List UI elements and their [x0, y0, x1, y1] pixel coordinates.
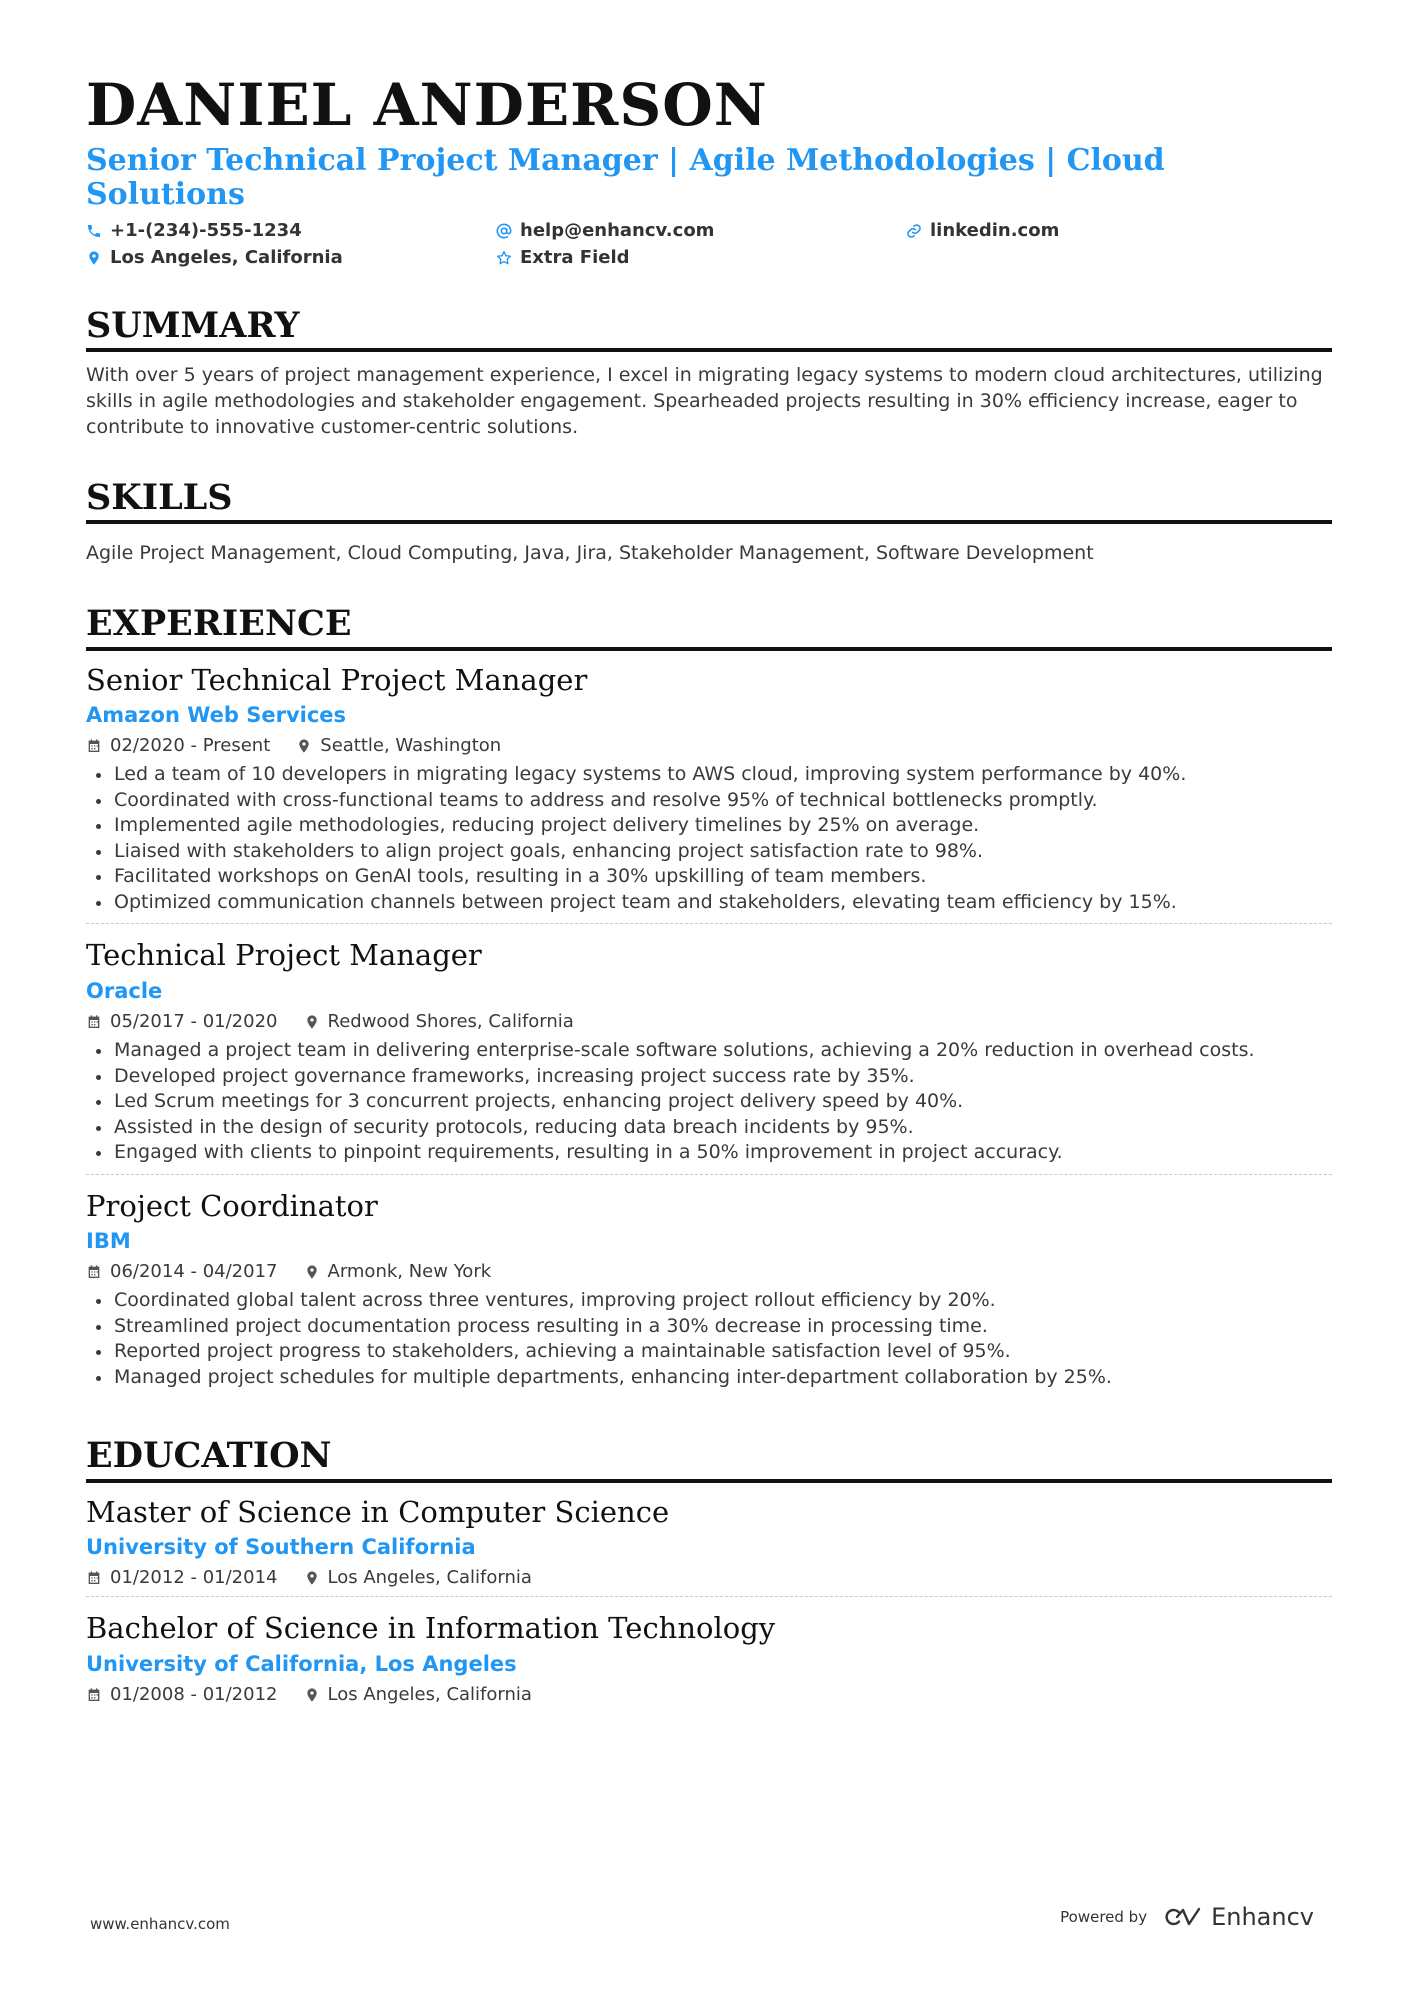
calendar-icon [86, 738, 102, 754]
education-location [304, 1684, 532, 1705]
email-text: help@enhancv.com [520, 220, 715, 242]
location-pin-icon [304, 1570, 320, 1586]
bullet-item: Liaised with stakeholders to align project goals, enhancing project satisfaction rate to 98%. [86, 839, 1332, 865]
experience-section [86, 604, 1332, 1398]
job-dates [86, 1261, 278, 1282]
job-meta [86, 735, 1332, 756]
summary-text: With over 5 years of project management experience, I excel in migrating legacy systems to modern cloud architectures, utilizing skills in agile methodologies and stakeholder engagement. Spearheaded projects resulting in 30% efficiency increase, eager to contribute to innovative customer-centric solutions. [86, 364, 1323, 439]
summary-heading: SUMMARY [86, 306, 1332, 352]
bullet-item: Managed project schedules for multiple departments, enhancing inter-department collaboration by 25%. [86, 1365, 1332, 1391]
school-name: University of Southern California [86, 1535, 476, 1560]
education-entry [86, 1483, 1332, 1597]
contact-linkedin[interactable] [906, 221, 1332, 241]
enhancv-brand[interactable] [1163, 1903, 1314, 1931]
resume-page [86, 71, 1332, 1713]
resume-header [86, 71, 1332, 269]
job-location [304, 1011, 574, 1032]
bullet-item: Developed project governance frameworks, increasing project success rate by 35%. [86, 1064, 1332, 1090]
experience-entry [86, 923, 1332, 1173]
location-text: Los Angeles, California [110, 247, 343, 269]
company-name: Amazon Web Services [86, 703, 347, 728]
job-dates-text: 06/2014 - 04/2017 [110, 1261, 278, 1283]
education-location [304, 1567, 532, 1588]
company-name: IBM [86, 1229, 131, 1254]
job-location-text: Redwood Shores, California [327, 1011, 574, 1033]
bullet-item: Optimized communication channels between project team and stakeholders, elevating team efficiency by 15%. [86, 890, 1332, 916]
calendar-icon [86, 1570, 102, 1586]
link-icon [906, 223, 922, 239]
bullet-item: Implemented agile methodologies, reducing project delivery timelines by 25% on average. [86, 813, 1332, 839]
education-section [86, 1436, 1332, 1713]
experience-entry [86, 1174, 1332, 1399]
bullet-item: Reported project progress to stakeholders, achieving a maintainable satisfaction level of 95%. [86, 1339, 1332, 1365]
at-icon [496, 223, 512, 239]
location-pin-icon [304, 1687, 320, 1703]
contact-extra [496, 248, 906, 268]
degree-title: Master of Science in Computer Science [86, 1494, 670, 1529]
education-meta [86, 1684, 1332, 1705]
job-meta [86, 1011, 1332, 1032]
job-title: Technical Project Manager [86, 938, 482, 973]
job-bullets [86, 1038, 1332, 1166]
job-bullets [86, 762, 1332, 915]
location-pin-icon [304, 1014, 320, 1030]
contact-phone[interactable] [86, 221, 496, 241]
job-title: Project Coordinator [86, 1188, 378, 1223]
bullet-item: Streamlined project documentation process resulting in a 30% decrease in processing time. [86, 1314, 1332, 1340]
bullet-item: Facilitated workshops on GenAI tools, resulting in a 30% upskilling of team members. [86, 864, 1332, 890]
bullet-item: Assisted in the design of security protocols, reducing data breach incidents by 95%. [86, 1115, 1332, 1141]
education-meta [86, 1567, 1332, 1588]
job-dates [86, 1011, 278, 1032]
calendar-icon [86, 1687, 102, 1703]
skills-text: Agile Project Management, Cloud Computing, Java, Jira, Stakeholder Management, Software Development [86, 542, 1094, 565]
education-dates-text: 01/2012 - 01/2014 [110, 1567, 278, 1589]
bullet-item: Led a team of 10 developers in migrating legacy systems to AWS cloud, improving system performance by 40%. [86, 762, 1332, 788]
job-dates-text: 02/2020 - Present [110, 735, 271, 757]
experience-heading: EXPERIENCE [86, 604, 1332, 650]
contact-location [86, 248, 496, 268]
summary-section [86, 306, 1332, 440]
phone-icon [86, 223, 102, 239]
education-heading: EDUCATION [86, 1436, 1332, 1482]
education-entry [86, 1596, 1332, 1713]
location-pin-icon [304, 1264, 320, 1280]
degree-title: Bachelor of Science in Information Technology [86, 1611, 776, 1646]
job-bullets [86, 1288, 1332, 1390]
bullet-item: Led Scrum meetings for 3 concurrent projects, enhancing project delivery speed by 40%. [86, 1089, 1332, 1115]
candidate-tagline: Senior Technical Project Manager | Agile Methodologies | Cloud Solutions [86, 142, 1165, 213]
contact-email[interactable] [496, 221, 906, 241]
job-location [304, 1261, 492, 1282]
job-location-text: Armonk, New York [327, 1261, 492, 1283]
education-dates [86, 1567, 278, 1588]
job-title: Senior Technical Project Manager [86, 662, 588, 697]
bullet-item: Coordinated global talent across three ventures, improving project rollout efficiency by 20%. [86, 1288, 1332, 1314]
location-pin-icon [86, 250, 102, 266]
enhancv-brand-text: Enhancv [1211, 1903, 1314, 1931]
bullet-item: Coordinated with cross-functional teams to address and resolve 95% of technical bottlenecks promptly. [86, 788, 1332, 814]
job-dates [86, 735, 270, 756]
footer-website[interactable]: www.enhancv.com [90, 1915, 230, 1933]
linkedin-text: linkedin.com [930, 220, 1060, 242]
calendar-icon [86, 1014, 102, 1030]
calendar-icon [86, 1264, 102, 1280]
education-dates-text: 01/2008 - 01/2012 [110, 1684, 278, 1706]
skills-heading: SKILLS [86, 478, 1332, 524]
contact-list [86, 221, 1332, 268]
extra-field-text: Extra Field [520, 247, 630, 269]
job-meta [86, 1261, 1332, 1282]
phone-text: +1-(234)-555-1234 [110, 220, 302, 242]
bullet-item: Engaged with clients to pinpoint requirements, resulting in a 50% improvement in project accuracy. [86, 1140, 1332, 1166]
job-dates-text: 05/2017 - 01/2020 [110, 1011, 278, 1033]
skills-section [86, 478, 1332, 566]
powered-by-text: Powered by [1060, 1908, 1148, 1926]
location-pin-icon [296, 738, 312, 754]
school-name: University of California, Los Angeles [86, 1652, 517, 1677]
bullet-item: Managed a project team in delivering enterprise-scale software solutions, achieving a 20% reduction in overhead costs. [86, 1038, 1332, 1064]
education-dates [86, 1684, 278, 1705]
experience-entry [86, 651, 1332, 924]
job-location-text: Seattle, Washington [320, 735, 502, 757]
enhancv-logo-icon [1163, 1906, 1203, 1928]
job-location [296, 735, 501, 756]
candidate-name: DANIEL ANDERSON [86, 71, 768, 139]
star-icon [496, 250, 512, 266]
company-name: Oracle [86, 979, 163, 1004]
footer-branding [1060, 1903, 1314, 1931]
education-location-text: Los Angeles, California [327, 1567, 532, 1589]
education-location-text: Los Angeles, California [327, 1684, 532, 1706]
